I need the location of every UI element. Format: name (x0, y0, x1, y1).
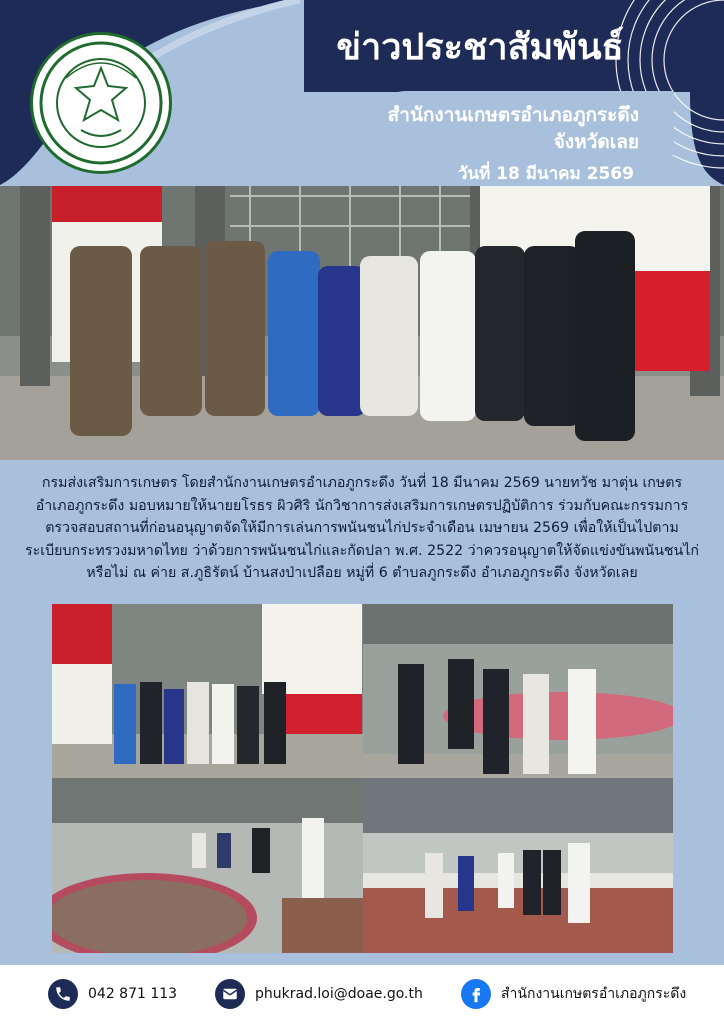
page-title: ข่าวประชาสัมพันธ์ (336, 27, 624, 68)
body-line: ระเบียบกระทรวงมหาดไทย ว่าด้วยการพนันชนไก่และกัดปลา พ.ศ. 2522 ว่าควรอนุญาตให้จัดแข่งขันพนันชนไก่ (25, 542, 699, 559)
news-body (22, 472, 702, 585)
photo-group-site (52, 604, 363, 778)
email-address: phukrad.loi@doae.go.th (255, 986, 423, 1002)
photo-pit-inspection (52, 778, 363, 953)
phone-icon (48, 979, 78, 1009)
facebook-page: สำนักงานเกษตรอำเภอภูกระดึง (501, 986, 687, 1002)
province-name: จังหวัดเลย (553, 131, 639, 153)
facebook-icon (461, 979, 491, 1009)
mail-icon (215, 979, 245, 1009)
body-line: ตรวจสอบสถานที่ก่อนอนุญาตจัดให้มีการเล่นการพนันชนไก่ประจำเดือน เมษายน 2569 เพื่อให้เป็นไปตาม (45, 520, 679, 536)
group-photo-main (0, 186, 724, 460)
news-date: วันที่ 18 มีนาคม 2569 (457, 164, 634, 184)
contact-footer (0, 965, 724, 1024)
body-line: กรมส่งเสริมการเกษตร โดยสำนักงานเกษตรอำเภอภูกระดึง วันที่ 18 มีนาคม 2569 นายทวัช มาตุ่น เกษตร (41, 475, 683, 491)
body-line: หรือไม่ ณ ค่าย ส.ภูธิรัตน์ บ้านสงป่าเปลือย หมู่ที่ 6 ตำบลภูกระดึง อำเภอภูกระดึง จังหวัดเลย (86, 565, 638, 581)
doae-emblem-icon (30, 32, 172, 174)
photo-cockpit-ring (363, 604, 673, 778)
photo-arena-walkthrough (363, 778, 673, 953)
email-contact[interactable] (215, 979, 423, 1009)
body-line: อำเภอภูกระดึง มอบหมายให้นายยโรธร ผิวศิริ นักวิชาการส่งเสริมการเกษตรปฏิบัติการ ร่วมกับคณะกรรมการ (35, 497, 689, 514)
phone-contact[interactable] (48, 979, 177, 1009)
facebook-contact[interactable] (461, 979, 686, 1009)
phone-number: 042 871 113 (88, 986, 178, 1002)
office-name: สำนักงานเกษตรอำเภอภูกระดึง (387, 104, 639, 126)
